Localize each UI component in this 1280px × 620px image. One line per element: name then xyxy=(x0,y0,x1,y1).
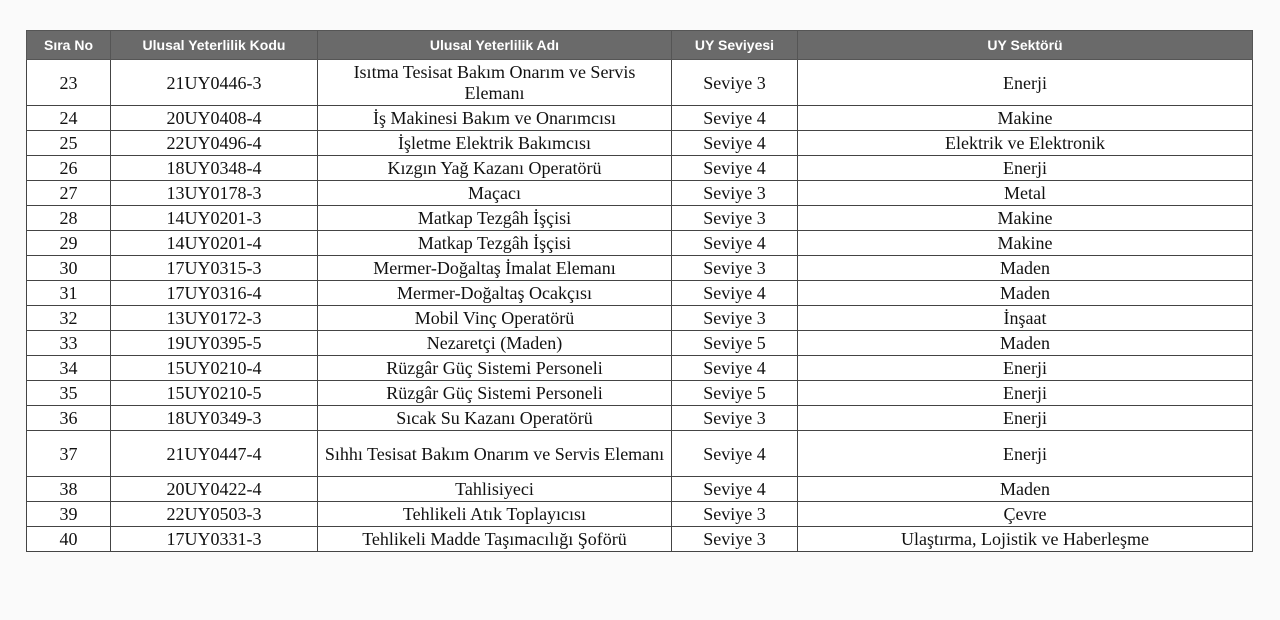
table-row xyxy=(27,60,1253,106)
cell-kod: 22UY0496-4 xyxy=(111,131,318,156)
cell-sira-no: 35 xyxy=(27,381,111,406)
cell-ad: Tahlisiyeci xyxy=(318,477,672,502)
cell-sira-no: 31 xyxy=(27,281,111,306)
cell-seviye: Seviye 5 xyxy=(672,381,798,406)
cell-kod: 17UY0316-4 xyxy=(111,281,318,306)
cell-sira-no: 34 xyxy=(27,356,111,381)
cell-sektor: Ulaştırma, Lojistik ve Haberleşme xyxy=(798,527,1253,552)
cell-ad: Mermer-Doğaltaş Ocakçısı xyxy=(318,281,672,306)
cell-sektor: Çevre xyxy=(798,502,1253,527)
cell-ad: Mermer-Doğaltaş İmalat Elemanı xyxy=(318,256,672,281)
table-row xyxy=(27,206,1253,231)
cell-kod: 13UY0178-3 xyxy=(111,181,318,206)
cell-sektor: Maden xyxy=(798,477,1253,502)
cell-sira-no: 40 xyxy=(27,527,111,552)
cell-seviye: Seviye 3 xyxy=(672,502,798,527)
cell-sektor: Enerji xyxy=(798,431,1253,477)
cell-sira-no: 26 xyxy=(27,156,111,181)
table-row xyxy=(27,156,1253,181)
cell-sira-no: 36 xyxy=(27,406,111,431)
table-row xyxy=(27,381,1253,406)
cell-ad: Tehlikeli Atık Toplayıcısı xyxy=(318,502,672,527)
cell-kod: 22UY0503-3 xyxy=(111,502,318,527)
cell-sira-no: 37 xyxy=(27,431,111,477)
table-row xyxy=(27,281,1253,306)
cell-kod: 20UY0408-4 xyxy=(111,106,318,131)
cell-ad: İş Makinesi Bakım ve Onarımcısı xyxy=(318,106,672,131)
cell-seviye: Seviye 5 xyxy=(672,331,798,356)
cell-seviye: Seviye 3 xyxy=(672,60,798,106)
cell-sira-no: 33 xyxy=(27,331,111,356)
cell-sira-no: 38 xyxy=(27,477,111,502)
cell-ad: Sıhhı Tesisat Bakım Onarım ve Servis Elemanı xyxy=(318,431,672,477)
table-row xyxy=(27,256,1253,281)
cell-kod: 15UY0210-4 xyxy=(111,356,318,381)
cell-sektor: Elektrik ve Elektronik xyxy=(798,131,1253,156)
cell-seviye: Seviye 4 xyxy=(672,131,798,156)
header-ad: Ulusal Yeterlilik Adı xyxy=(318,31,672,60)
cell-seviye: Seviye 4 xyxy=(672,231,798,256)
cell-kod: 19UY0395-5 xyxy=(111,331,318,356)
cell-kod: 17UY0331-3 xyxy=(111,527,318,552)
cell-ad: Rüzgâr Güç Sistemi Personeli xyxy=(318,381,672,406)
cell-sektor: Enerji xyxy=(798,381,1253,406)
cell-sektor: İnşaat xyxy=(798,306,1253,331)
cell-sektor: Enerji xyxy=(798,156,1253,181)
cell-ad: Kızgın Yağ Kazanı Operatörü xyxy=(318,156,672,181)
cell-seviye: Seviye 4 xyxy=(672,106,798,131)
cell-kod: 15UY0210-5 xyxy=(111,381,318,406)
cell-sektor: Maden xyxy=(798,331,1253,356)
cell-sektor: Makine xyxy=(798,206,1253,231)
table-row xyxy=(27,527,1253,552)
cell-sira-no: 25 xyxy=(27,131,111,156)
cell-seviye: Seviye 3 xyxy=(672,206,798,231)
cell-ad: Isıtma Tesisat Bakım Onarım ve Servis Elemanı xyxy=(318,60,672,106)
cell-ad: Sıcak Su Kazanı Operatörü xyxy=(318,406,672,431)
table-body xyxy=(27,60,1253,552)
cell-kod: 14UY0201-4 xyxy=(111,231,318,256)
cell-sira-no: 32 xyxy=(27,306,111,331)
cell-seviye: Seviye 4 xyxy=(672,356,798,381)
table-row xyxy=(27,231,1253,256)
table-row xyxy=(27,106,1253,131)
header-seviye: UY Seviyesi xyxy=(672,31,798,60)
cell-ad: Tehlikeli Madde Taşımacılığı Şoförü xyxy=(318,527,672,552)
cell-kod: 17UY0315-3 xyxy=(111,256,318,281)
header-sektor: UY Sektörü xyxy=(798,31,1253,60)
qualifications-table xyxy=(26,30,1253,552)
header-kod: Ulusal Yeterlilik Kodu xyxy=(111,31,318,60)
cell-sira-no: 27 xyxy=(27,181,111,206)
cell-sira-no: 39 xyxy=(27,502,111,527)
cell-seviye: Seviye 4 xyxy=(672,156,798,181)
cell-kod: 18UY0349-3 xyxy=(111,406,318,431)
table-row xyxy=(27,477,1253,502)
header-row xyxy=(27,31,1253,60)
cell-sektor: Enerji xyxy=(798,406,1253,431)
cell-sektor: Metal xyxy=(798,181,1253,206)
cell-seviye: Seviye 3 xyxy=(672,256,798,281)
cell-seviye: Seviye 3 xyxy=(672,406,798,431)
cell-sira-no: 29 xyxy=(27,231,111,256)
cell-ad: İşletme Elektrik Bakımcısı xyxy=(318,131,672,156)
cell-sektor: Makine xyxy=(798,106,1253,131)
header-sira-no: Sıra No xyxy=(27,31,111,60)
cell-kod: 21UY0446-3 xyxy=(111,60,318,106)
table-header xyxy=(27,31,1253,60)
cell-ad: Mobil Vinç Operatörü xyxy=(318,306,672,331)
table-row xyxy=(27,356,1253,381)
cell-seviye: Seviye 4 xyxy=(672,431,798,477)
cell-ad: Matkap Tezgâh İşçisi xyxy=(318,206,672,231)
cell-sira-no: 30 xyxy=(27,256,111,281)
cell-sira-no: 28 xyxy=(27,206,111,231)
table-row xyxy=(27,306,1253,331)
cell-ad: Maçacı xyxy=(318,181,672,206)
cell-seviye: Seviye 4 xyxy=(672,477,798,502)
table-row xyxy=(27,181,1253,206)
cell-seviye: Seviye 3 xyxy=(672,181,798,206)
cell-kod: 18UY0348-4 xyxy=(111,156,318,181)
cell-sektor: Maden xyxy=(798,256,1253,281)
cell-sira-no: 23 xyxy=(27,60,111,106)
cell-ad: Matkap Tezgâh İşçisi xyxy=(318,231,672,256)
cell-ad: Nezaretçi (Maden) xyxy=(318,331,672,356)
table-row xyxy=(27,406,1253,431)
cell-ad: Rüzgâr Güç Sistemi Personeli xyxy=(318,356,672,381)
cell-kod: 21UY0447-4 xyxy=(111,431,318,477)
cell-seviye: Seviye 4 xyxy=(672,281,798,306)
cell-seviye: Seviye 3 xyxy=(672,527,798,552)
cell-sektor: Maden xyxy=(798,281,1253,306)
table-row xyxy=(27,431,1253,477)
cell-sektor: Enerji xyxy=(798,356,1253,381)
cell-kod: 13UY0172-3 xyxy=(111,306,318,331)
table-row xyxy=(27,331,1253,356)
cell-sektor: Enerji xyxy=(798,60,1253,106)
table-row xyxy=(27,131,1253,156)
cell-kod: 20UY0422-4 xyxy=(111,477,318,502)
cell-sira-no: 24 xyxy=(27,106,111,131)
cell-kod: 14UY0201-3 xyxy=(111,206,318,231)
cell-sektor: Makine xyxy=(798,231,1253,256)
cell-seviye: Seviye 3 xyxy=(672,306,798,331)
table-row xyxy=(27,502,1253,527)
